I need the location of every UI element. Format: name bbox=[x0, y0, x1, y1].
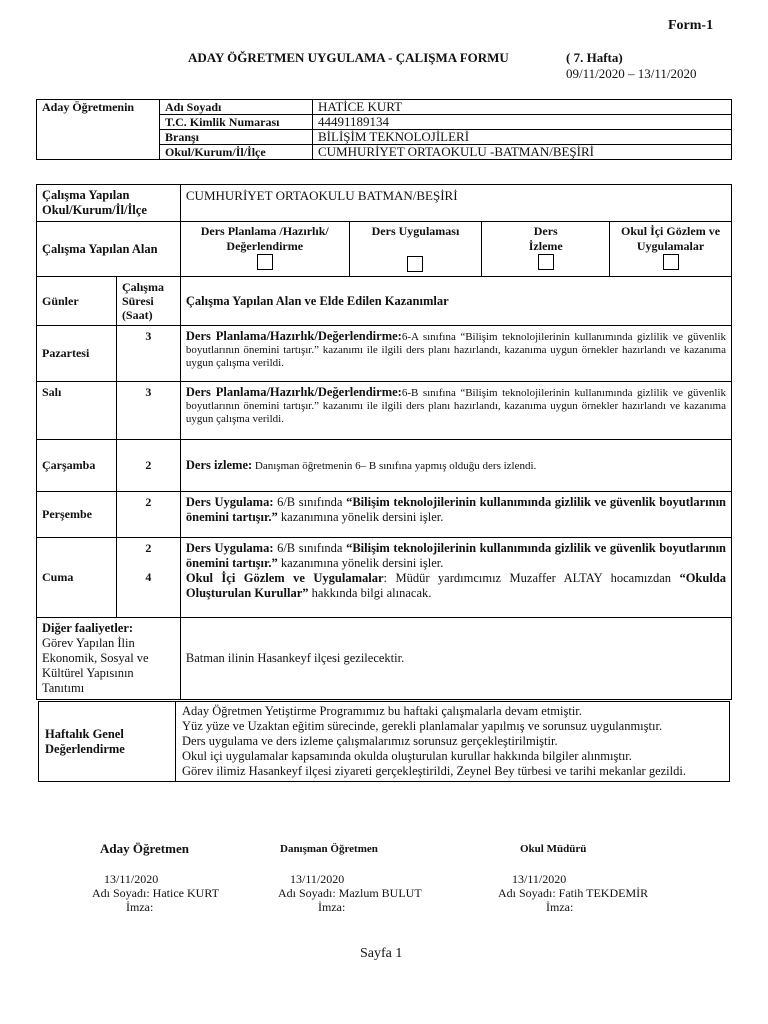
area-planning-checkbox[interactable] bbox=[257, 254, 273, 270]
day-quote: “Bilişim teknolojilerinin kullanımında gizlilik ve güvenlik boyutlarının önemini tartışır.” bbox=[185, 541, 726, 570]
other-activities-value: Batman ilinin Hasankeyf ilçesi gezilecektir. bbox=[180, 618, 731, 700]
date-range: 09/11/2020 – 13/11/2020 bbox=[566, 66, 697, 81]
signature-sign-advisor: İmza: bbox=[318, 900, 346, 914]
day-text: 6/B sınıfında bbox=[273, 541, 347, 555]
work-area-label: Çalışma Yapılan Alan bbox=[37, 222, 181, 277]
day-name: Çarşamba bbox=[37, 440, 117, 492]
signature-date-advisor: 13/11/2020 bbox=[290, 872, 345, 886]
week-label: ( 7. Hafta) bbox=[566, 50, 623, 65]
area-observation-checkbox[interactable] bbox=[538, 254, 554, 270]
day-head: Okul İçi Gözlem ve Uygulamalar bbox=[185, 571, 384, 585]
day-name: Pazartesi bbox=[37, 326, 117, 382]
area-school-practice bbox=[610, 222, 732, 277]
area-observation bbox=[482, 222, 610, 277]
work-place-label: Çalışma Yapılan Okul/Kurum/İl/İlçe bbox=[37, 185, 181, 222]
weekly-line: Ders uygulama ve ders izleme çalışmalarımız sorunsuz gerçekleştirilmiştir. bbox=[182, 734, 558, 748]
day-head: Ders Uygulama: bbox=[185, 541, 274, 555]
day-text: Danışman öğretmenin 6– B sınıfına yapmış olduğu ders izlendi. bbox=[252, 460, 537, 472]
col-description: Çalışma Yapılan Alan ve Elde Edilen Kazanımlar bbox=[180, 277, 731, 326]
signature-name-principal: Adı Soyadı: Fatih TEKDEMİR bbox=[498, 886, 649, 900]
other-activities-text: Görev Yapılan İlin Ekonomik, Sosyal ve Kültürel Yapısının Tanıtımı bbox=[42, 636, 149, 695]
area-observation-label: Ders İzleme bbox=[528, 224, 563, 253]
weekly-text bbox=[176, 702, 730, 782]
day-description bbox=[180, 326, 731, 382]
col-duration: Çalışma Süresi (Saat) bbox=[116, 277, 180, 326]
day-text: : Müdür yardımcımız Muzaffer ALTAY hocamızdan bbox=[383, 571, 680, 585]
name-value: HATİCE KURT bbox=[313, 100, 732, 115]
school-label: Okul/Kurum/İl/İlçe bbox=[160, 145, 313, 160]
area-school-practice-checkbox[interactable] bbox=[663, 254, 679, 270]
area-practice-checkbox[interactable] bbox=[407, 256, 423, 272]
signature-title-principal: Okul Müdürü bbox=[520, 843, 587, 855]
day-description bbox=[180, 538, 731, 618]
name-label: Adı Soyadı bbox=[160, 100, 313, 115]
area-planning bbox=[180, 222, 349, 277]
weekly-line: Yüz yüze ve Uzaktan eğitim sürecinde, gerekli planlamalar yapılmış ve sorunsuz uygulanmıştır. bbox=[182, 719, 663, 733]
branch-value: BİLİŞİM TEKNOLOJİLERİ bbox=[313, 130, 732, 145]
signature-date-principal: 13/11/2020 bbox=[512, 872, 567, 886]
col-days: Günler bbox=[37, 277, 117, 326]
day-hours: 3 bbox=[116, 326, 180, 382]
signature-title-candidate: Aday Öğretmen bbox=[100, 841, 189, 856]
day-hours: 3 bbox=[116, 382, 180, 440]
day-text: hakkında bilgi alınacak. bbox=[308, 586, 432, 600]
day-quote: “Okulda Oluşturulan Kurullar” bbox=[185, 571, 727, 600]
tc-label: T.C. Kimlik Numarası bbox=[160, 115, 313, 130]
day-text: 6/B sınıfında bbox=[273, 495, 347, 509]
candidate-section-label: Aday Öğretmenin bbox=[37, 100, 160, 160]
area-school-practice-label: Okul İçi Gözlem ve Uygulamalar bbox=[621, 224, 721, 253]
day-description bbox=[180, 440, 731, 492]
other-activities-head: Diğer faaliyetler: bbox=[42, 621, 134, 635]
tc-value: 44491189134 bbox=[313, 115, 732, 130]
day-text: kazanımına yönelik dersini işler. bbox=[277, 556, 444, 570]
signature-name-candidate: Adı Soyadı: Hatice KURT bbox=[92, 886, 219, 900]
signature-date-candidate: 13/11/2020 bbox=[104, 872, 159, 886]
friday-hours-2: 4 bbox=[145, 570, 152, 584]
day-text: kazanımına yönelik dersini işler. bbox=[277, 510, 444, 524]
work-place-value: CUMHURİYET ORTAOKULU BATMAN/BEŞİRİ bbox=[180, 185, 731, 222]
day-hours bbox=[116, 538, 180, 618]
day-hours: 2 bbox=[116, 492, 180, 538]
signature-sign-principal: İmza: bbox=[546, 900, 574, 914]
page-number: Sayfa 1 bbox=[360, 946, 403, 961]
document-title: ADAY ÖĞRETMEN UYGULAMA - ÇALIŞMA FORMU bbox=[188, 50, 509, 65]
day-quote: “Bilişim teknolojilerinin kullanımında gizlilik ve güvenlik boyutlarının önemini tartışır.” bbox=[185, 495, 726, 524]
day-text: 6-B sınıfına “Bilişim teknolojilerinin kullanımında gizlilik ve güvenlik boyutlarının önemini tartışır.” kazanımı ile ilgili ders planı hazırlandı, kazanıma uygun örnekler hazırlandı ve kazanıma uygun çalışma verildi. bbox=[185, 387, 726, 425]
friday-hours-1: 2 bbox=[145, 541, 152, 555]
weekly-line: Aday Öğretmen Yetiştirme Programımız bu haftaki çalışmalarla devam etmiştir. bbox=[182, 704, 582, 718]
day-name: Salı bbox=[37, 382, 117, 440]
work-table bbox=[36, 184, 732, 700]
area-practice-label: Ders Uygulaması bbox=[371, 224, 460, 238]
form-number: Form-1 bbox=[668, 18, 714, 33]
area-practice bbox=[349, 222, 482, 277]
weekly-evaluation-table bbox=[38, 701, 730, 782]
signature-title-advisor: Danışman Öğretmen bbox=[280, 843, 378, 855]
day-description bbox=[180, 492, 731, 538]
day-hours: 2 bbox=[116, 440, 180, 492]
weekly-line: Görev ilimiz Hasankeyf ilçesi ziyareti gerçekleştirildi, Zeynel Bey türbesi ve tarihi mekanlar gezildi. bbox=[182, 764, 686, 778]
day-text: 6-A sınıfına “Bilişim teknolojilerinin kullanımında gizlilik ve güvenlik boyutlarının önemini tartışır.” kazanımı ile ilgili ders planı hazırlandı, kazanıma uygun örnekler hazırlandı ve kazanıma uygun çalışma verildi. bbox=[185, 331, 726, 369]
day-head: Ders Uygulama: bbox=[185, 495, 274, 509]
area-planning-label: Ders Planlama /Hazırlık/ Değerlendirme bbox=[200, 224, 329, 253]
day-name: Perşembe bbox=[37, 492, 117, 538]
branch-label: Branşı bbox=[160, 130, 313, 145]
day-description bbox=[180, 382, 731, 440]
weekly-label: Haftalık Genel Değerlendirme bbox=[39, 702, 176, 782]
day-head: Ders izleme: bbox=[185, 458, 253, 472]
other-activities-label bbox=[37, 618, 181, 700]
day-name: Cuma bbox=[37, 538, 117, 618]
school-value: CUMHURİYET ORTAOKULU -BATMAN/BEŞİRİ bbox=[313, 145, 732, 160]
day-head: Ders Planlama/Hazırlık/Değerlendirme: bbox=[185, 385, 402, 399]
candidate-info-table bbox=[36, 99, 732, 160]
weekly-line: Okul içi uygulamalar kapsamında okulda oluşturulan kurullar hakkında bilgiler alınmıştır. bbox=[182, 749, 632, 763]
day-head: Ders Planlama/Hazırlık/Değerlendirme: bbox=[185, 329, 402, 343]
signature-sign-candidate: İmza: bbox=[126, 900, 154, 914]
signature-name-advisor: Adı Soyadı: Mazlum BULUT bbox=[278, 886, 422, 900]
